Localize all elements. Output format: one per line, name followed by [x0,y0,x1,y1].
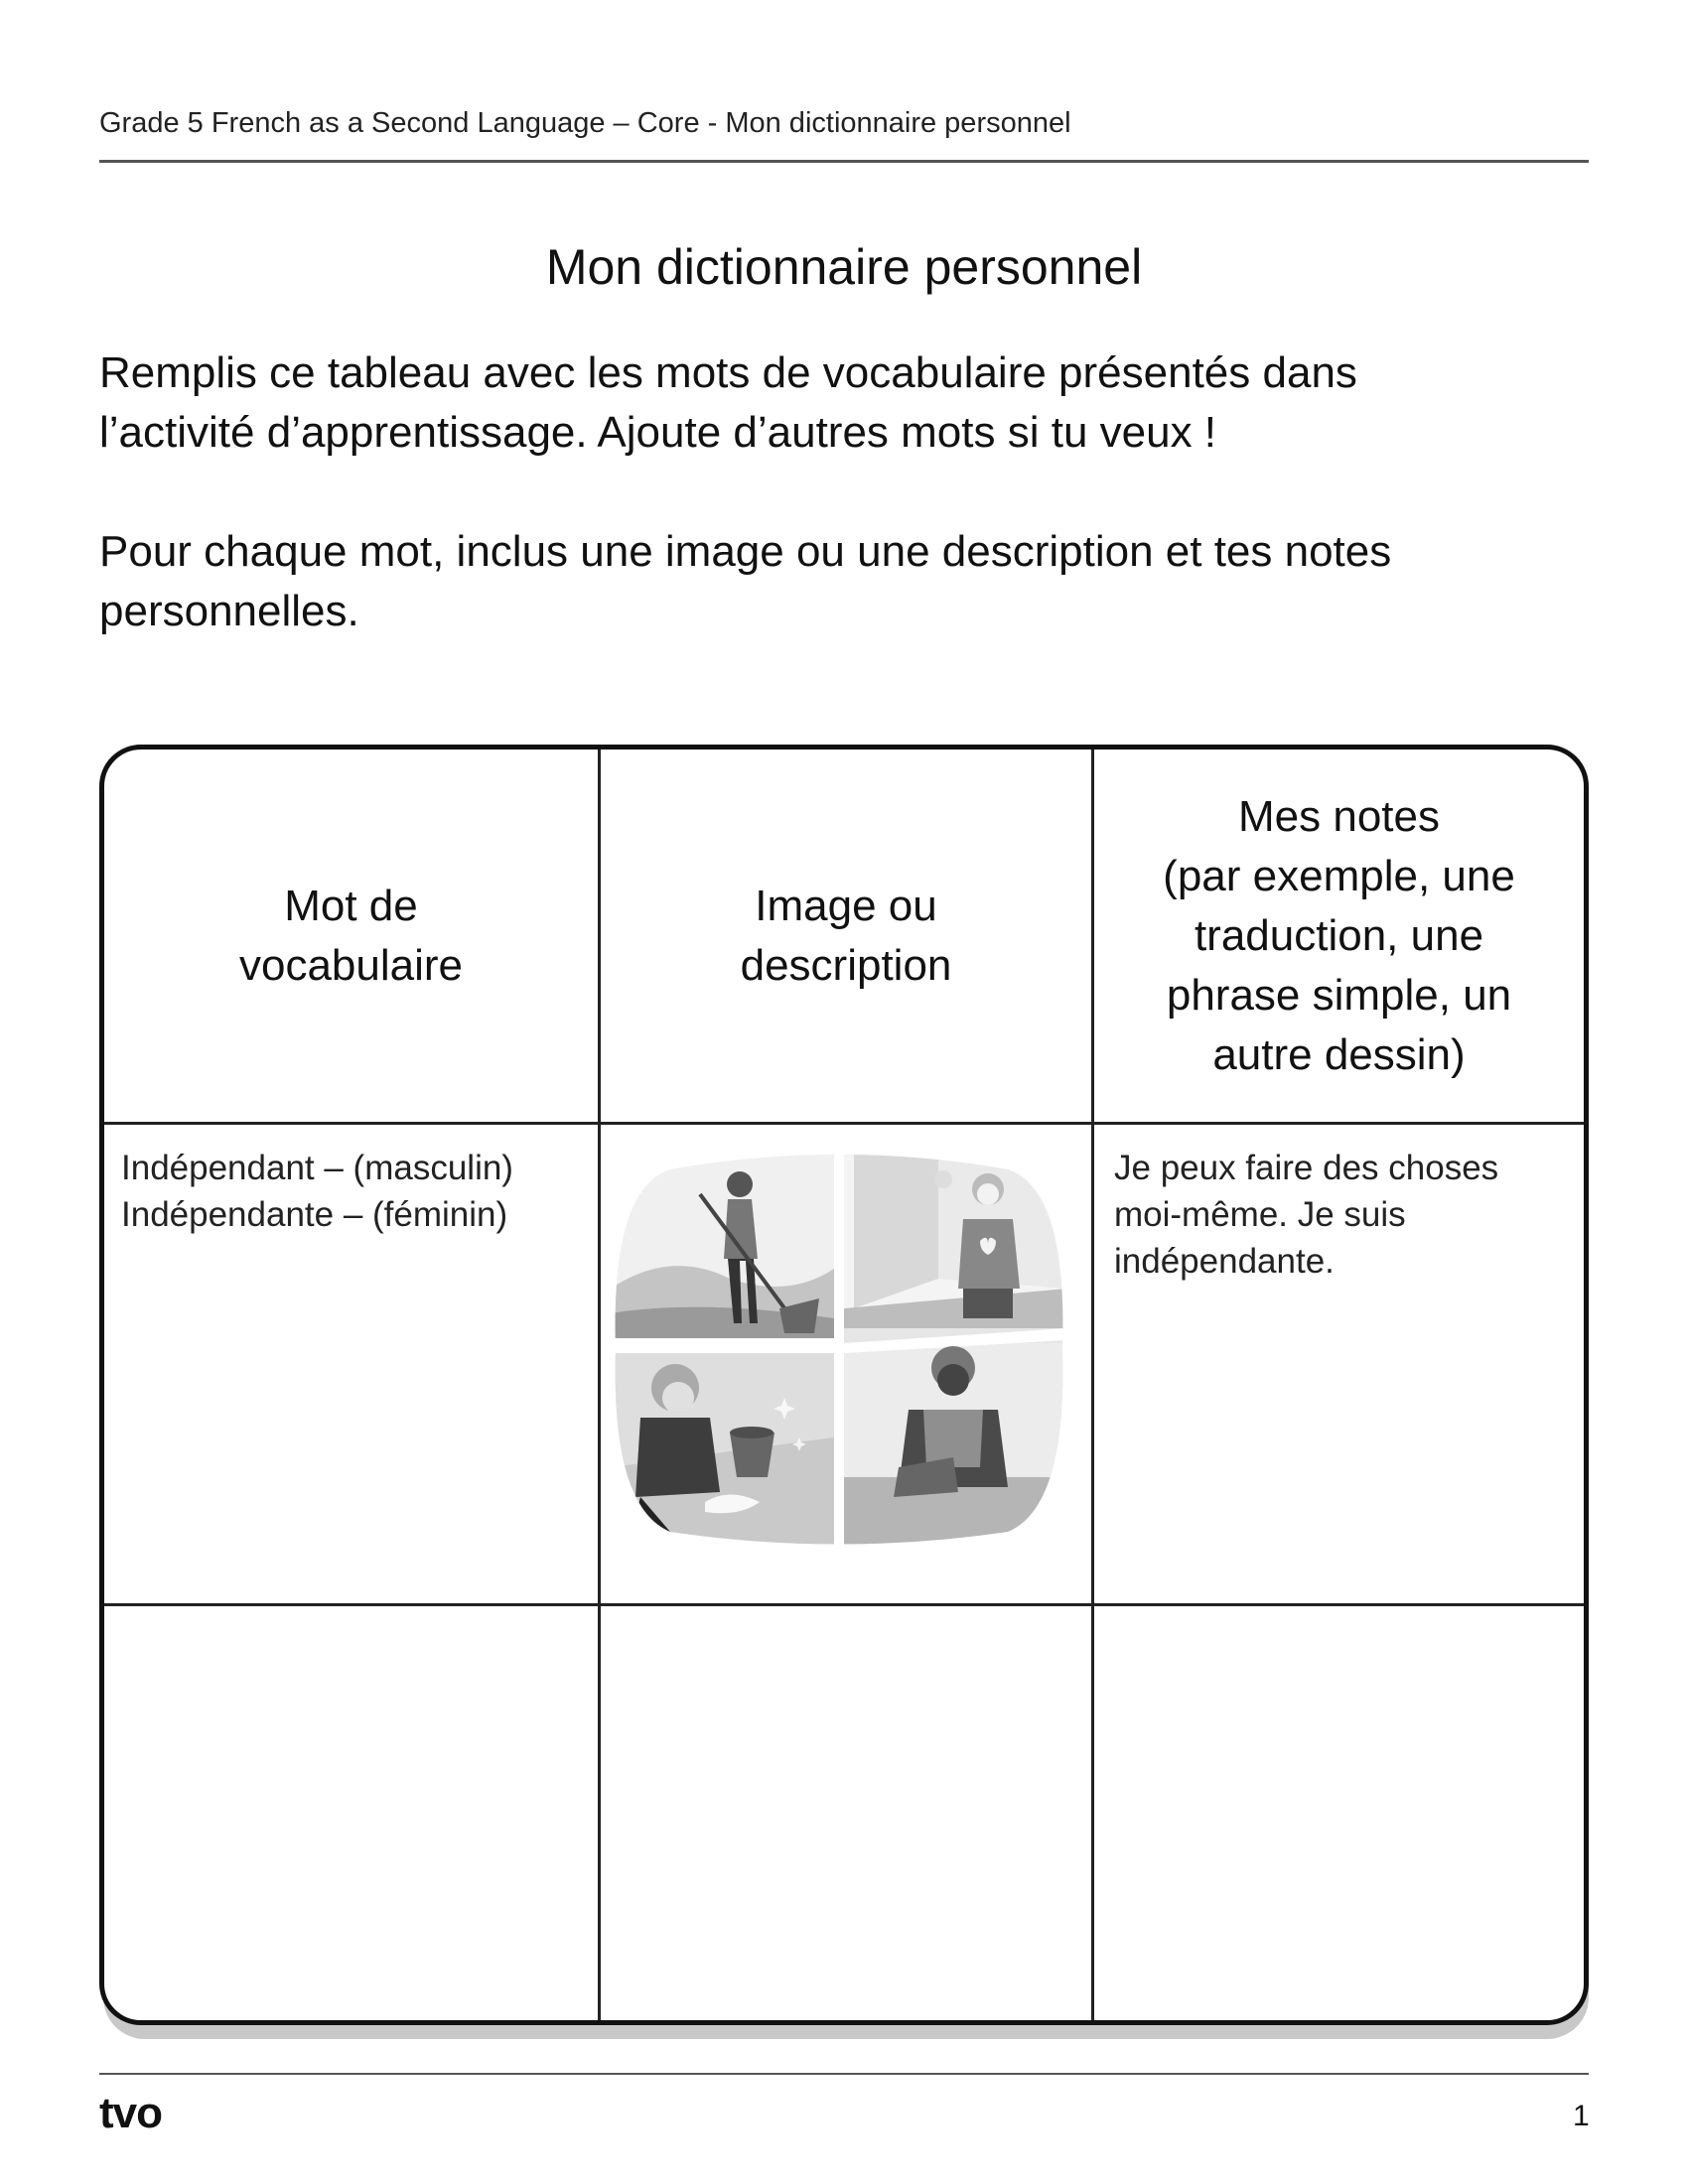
independent-activities-illustration-icon [611,1150,1067,1547]
header-divider [99,160,1589,163]
instructions-line: l’activité d’apprentissage. Ajoute d’autres mots si tu veux ! [99,408,1217,457]
footer-divider [99,2073,1589,2075]
cell-notes-row-2[interactable] [1114,1628,1581,2005]
cell-notes-row-1: Je peux faire des choses moi-même. Je suis indépendante. [1114,1149,1499,1281]
tvo-logo: tvo [99,2089,162,2137]
instructions-paragraph-2 [99,522,1609,641]
page-title: Mon dictionnaire personnel [545,239,1143,295]
document-header: Grade 5 French as a Second Language – Core - Mon dictionnaire personnel [99,107,1071,139]
page-number: 1 [1573,2100,1590,2132]
instructions-line: Remplis ce tableau avec les mots de vocabulaire présentés dans [99,348,1357,397]
header-vocabulary-word: Mot de vocabulaire [238,881,464,990]
row-divider [104,1122,1584,1125]
cell-word-row-2[interactable] [121,1628,588,2005]
instructions-line: Pour chaque mot, inclus une image ou une description et tes notes [99,527,1392,576]
cell-image-row-2[interactable] [618,1628,1084,2005]
row-divider [104,1603,1584,1606]
header-image-description: Image ou description [740,881,952,990]
instructions-line: personnelles. [99,587,359,635]
header-my-notes: Mes notes (par exemple, une traduction, une phrase simple, un autre dessin) [1163,791,1515,1079]
instructions-paragraph-1 [99,343,1609,463]
cell-word-row-1: Indépendant – (masculin) Indépendante – (féminin) [121,1149,513,1234]
